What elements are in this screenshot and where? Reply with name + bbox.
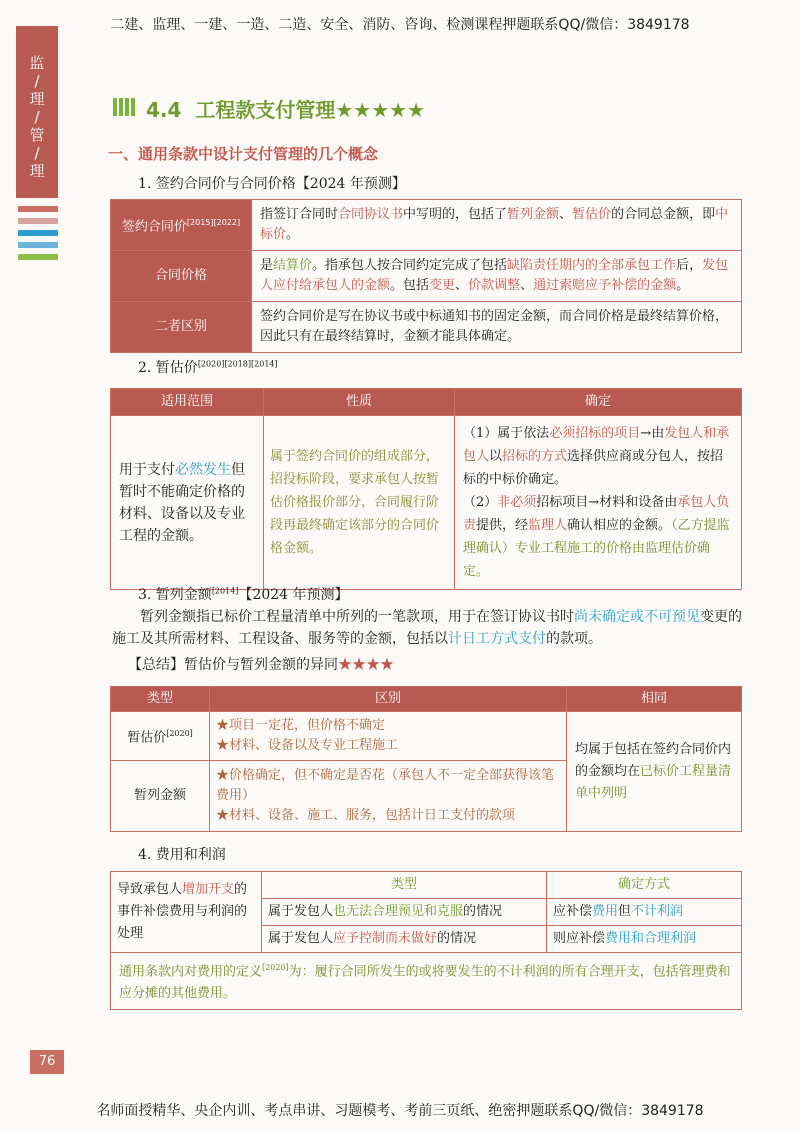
item1-row-head: 签约合同价[2015][2022] bbox=[111, 200, 252, 251]
item3-type: 暂列金额 bbox=[111, 761, 210, 832]
item2-header: 性质 bbox=[264, 389, 455, 416]
side-tab-char: 理 bbox=[29, 90, 45, 108]
side-decor-line bbox=[18, 242, 58, 248]
item4-way: 应补偿费用但不计利润 bbox=[547, 899, 742, 926]
side-decor-line bbox=[18, 230, 58, 236]
item3-diff-line: ★材料、设备、施工、服务，包括计日工支付的款项 bbox=[216, 808, 516, 823]
side-tab-char: 理 bbox=[29, 162, 45, 180]
subsection-title: 一、通用条款中设计支付管理的几个概念 bbox=[108, 145, 379, 163]
item1-row-body: 签约合同价是写在协议书或中标通知书的固定金额，而合同价格是最终结算价格，因此只有在最终结算时，金额才能具体确定。 bbox=[252, 302, 742, 353]
side-decor-line bbox=[18, 206, 58, 212]
side-decor-line bbox=[18, 218, 58, 224]
item3-diff-line: ★项目一定花，但价格不确定 bbox=[216, 718, 386, 733]
item4-header: 确定方式 bbox=[547, 872, 742, 899]
item4-type: 属于发包人也无法合理预见和克服的情况 bbox=[262, 899, 547, 926]
item3-diff bbox=[210, 712, 567, 761]
item3-table bbox=[110, 686, 742, 832]
item4-left: 导致承包人增加开支的事件补偿费用与利润的处理 bbox=[111, 872, 262, 953]
item3-same: 均属于包括在签约合同价内的金额均在已标价工程量清单中列明 bbox=[567, 712, 742, 832]
item1-table bbox=[110, 199, 742, 353]
item1-row-body: 指签订合同时合同协议书中写明的，包括了暂列金额、暂估价的合同总金额，即中标价。 bbox=[252, 200, 742, 251]
item2-table bbox=[110, 388, 742, 590]
item3-header: 区别 bbox=[210, 687, 567, 712]
item1-row-head: 合同价格 bbox=[111, 251, 252, 302]
item3-diff bbox=[210, 761, 567, 832]
page-footer: 名师面授精华、央企内训、考点串讲、习题模考、考前三页纸、绝密押题联系QQ/微信：3849178 bbox=[96, 1103, 704, 1119]
item4-type: 属于发包人应予控制而未做好的情况 bbox=[262, 926, 547, 953]
page-header: 二建、监理、一建、一造、二造、安全、消防、咨询、检测课程押题联系QQ/微信：3849178 bbox=[110, 17, 690, 33]
item1-title: 1. 签约合同价与合同价格【2024 年预测】 bbox=[138, 176, 406, 192]
item4-note: 通用条款内对费用的定义[2020]为：履行合同所发生的或将要发生的不计利润的所有合理开支，包括管理费和应分摊的其他费用。 bbox=[111, 953, 742, 1010]
item2-scope: 用于支付必然发生但暂时不能确定价格的材料、设备以及专业工程的金额。 bbox=[111, 416, 264, 590]
item3-summary: 【总结】暂估价与暂列金额的异同★★★★ bbox=[128, 657, 394, 673]
item3-header: 类型 bbox=[111, 687, 210, 712]
page-number: 76 bbox=[30, 1050, 64, 1074]
item1-row-head: 二者区别 bbox=[111, 302, 252, 353]
side-tab-char: 监 bbox=[29, 54, 45, 72]
side-tab-char: / bbox=[34, 144, 40, 162]
item4-header: 类型 bbox=[262, 872, 547, 899]
side-decor-line bbox=[18, 254, 58, 260]
item2-determine bbox=[455, 416, 742, 590]
side-tab bbox=[16, 26, 58, 198]
item4-way: 则应补偿费用和合理利润 bbox=[547, 926, 742, 953]
item3-type: 暂估价[2020] bbox=[111, 712, 210, 761]
item3-diff-line: ★价格确定，但不确定是否花（承包人不一定全部获得该笔费用） bbox=[216, 768, 555, 803]
item2-header: 适用范围 bbox=[111, 389, 264, 416]
side-tab-char: 管 bbox=[29, 126, 45, 144]
item4-table bbox=[110, 871, 742, 1010]
side-tab-char: / bbox=[34, 108, 40, 126]
item2-determine-1: （1）属于依法必须招标的项目→由发包人和承包人以招标的方式选择供应商或分包人，按招标的中标价确定。 bbox=[463, 426, 730, 487]
item1-row-body: 是结算价。指承包人按合同约定完成了包括缺陷责任期内的全部承包工作后，发包人应付给承包人的金额。包括变更、价款调整、通过索赔应予补偿的金额。 bbox=[252, 251, 742, 302]
item2-determine-2: （2）非必须招标项目→材料和设备由承包人负责提供，经监理人确认相应的金额。（乙方提监理确认）专业工程施工的价格由监理估价确定。 bbox=[463, 495, 730, 579]
item2-title: 2. 暂估价[2020][2018][2014] bbox=[138, 359, 278, 376]
item4-title: 4. 费用和利润 bbox=[138, 847, 226, 863]
item3-paragraph: 暂列金额指已标价工程量清单中所列的一笔款项，用于在签订协议书时尚未确定或不可预见变更的施工及其所需材料、工程设备、服务等的金额，包括以计日工方式支付的款项。 bbox=[112, 609, 742, 647]
item3-header: 相同 bbox=[567, 687, 742, 712]
section-bars-icon bbox=[113, 98, 137, 120]
item3-diff-line: ★材料、设备以及专业工程施工 bbox=[216, 738, 399, 753]
side-tab-char: / bbox=[34, 72, 40, 90]
item3-title: 3. 暂列金额[2014]【2024 年预测】 bbox=[138, 586, 349, 603]
item2-header: 确定 bbox=[455, 389, 742, 416]
section-title: 4.4 工程款支付管理★★★★★ bbox=[146, 98, 426, 122]
item2-nature: 属于签约合同价的组成部分，招投标阶段，要求承包人按暂估价格报价部分，合同履行阶段再最终确定该部分的合同价格金额。 bbox=[264, 416, 455, 590]
